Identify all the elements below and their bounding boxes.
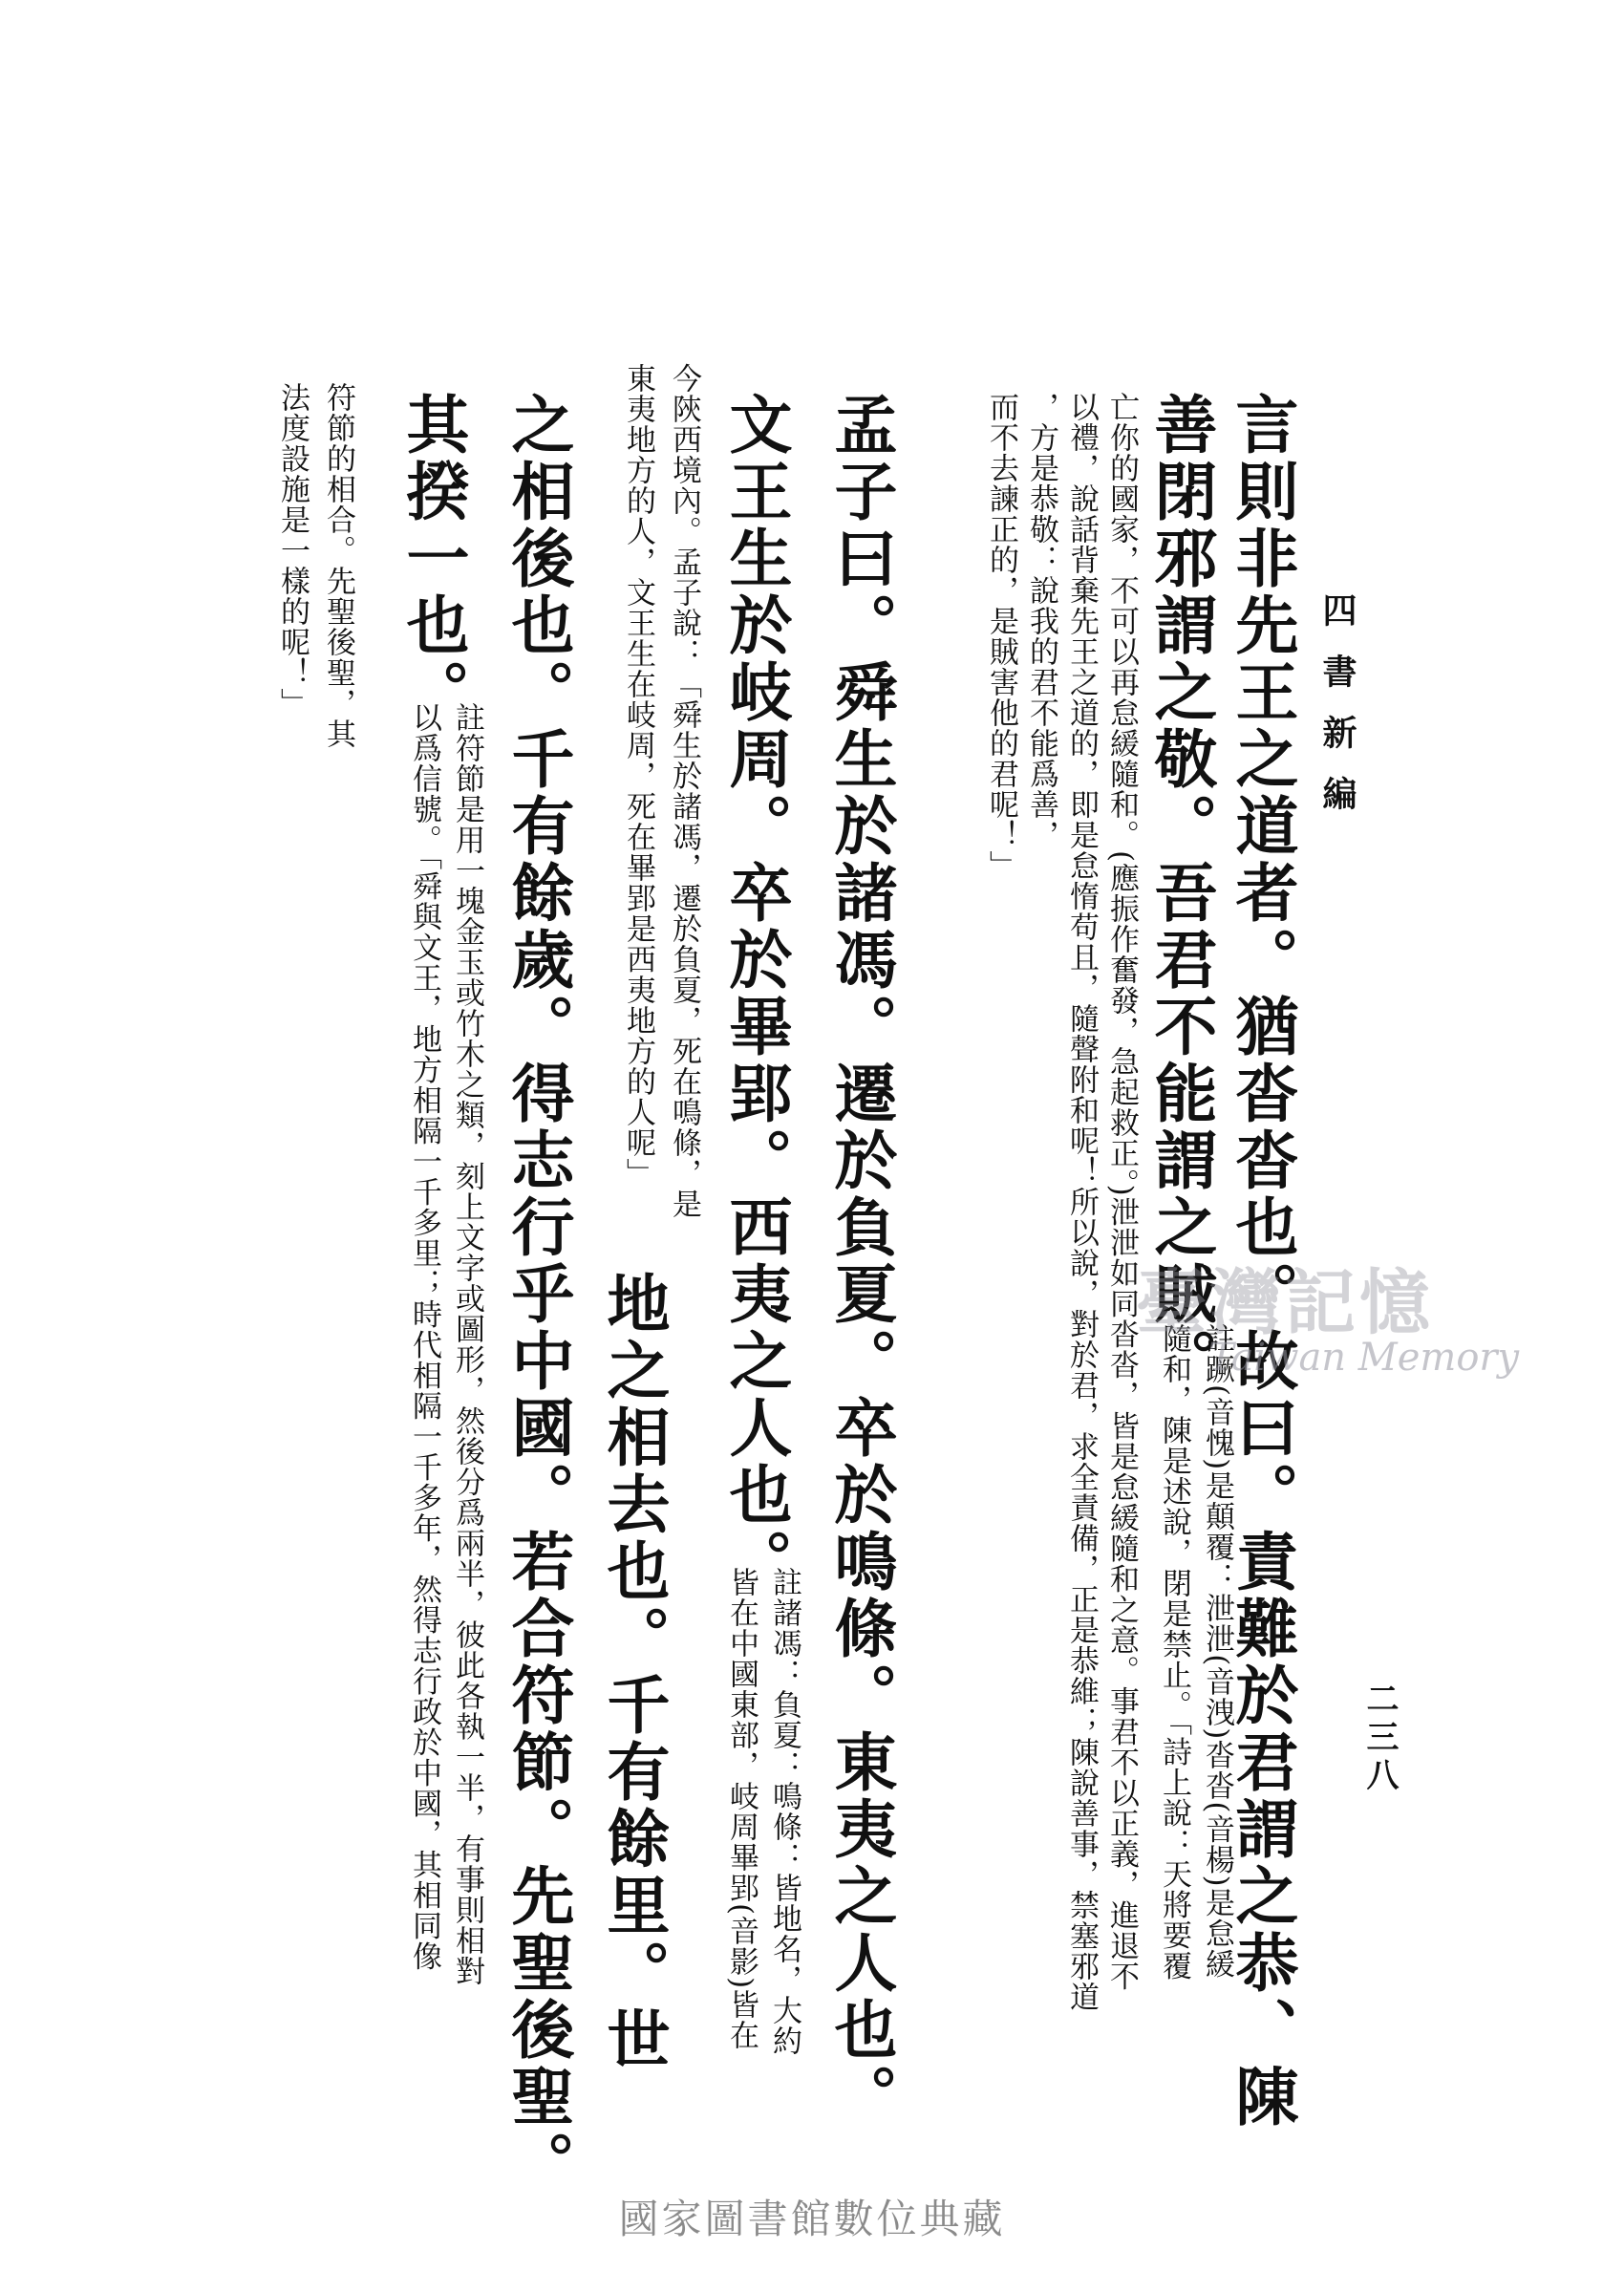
text-column-2: 善閉邪謂之敬。吾君不能謂之賊。 (1143, 392, 1218, 1395)
text-column-1: 言則非先王之道者。猶沓沓也。故曰。責難於君謂之恭、陳 (1225, 392, 1299, 2131)
note-column-21: 法度設施是一樣的呢！」 (275, 382, 310, 718)
text-column-9: 孟子曰。舜生於諸馮。遷於負夏。卒於鳴條。東夷之人也。 (823, 392, 898, 2131)
note-column-13: 今陝西境內。孟子說：「舜生於諸馮，遷於負夏，死在鳴條，是 (667, 363, 701, 1219)
text-column-10: 文王生於岐周。卒於畢郢。西夷之人也。 (718, 392, 793, 1596)
note-column-11: 註諸馮：負夏：鳴條：皆地名，大約 (767, 1567, 801, 2056)
watermark-subtext: Taiwan Memory (1208, 1336, 1520, 1380)
footer-caption: 國家圖書館數位典藏 (618, 2196, 1006, 2242)
note-column-5: 亡你的國家，不可以再怠緩隨和。(應振作奮發，急起救正。)泄泄如同沓沓，皆是怠緩隨和之意。事君不以正義，進退不 (1104, 392, 1139, 1992)
note-column-3: 註蹶(音愧)是顛覆：泄泄(音洩)沓沓(音楊)是怠緩 (1200, 1323, 1234, 1980)
page-number: 二三八 (1360, 1682, 1399, 1796)
note-column-4: 隨和，陳是述說，閉是禁止。「詩上說：天將要覆 (1157, 1323, 1191, 1982)
running-header-title: 四書新編 (1317, 592, 1357, 837)
note-column-18: 註符節是用一塊金玉或竹木之類，刻上文字或圖形，然後分爲兩半，彼此各執一半，有事則相對 (450, 702, 484, 1986)
note-column-19: 以爲信號。「舜與文王，地方相隔一千多里；時代相隔一千多年，然得志行政於中國，其相同像 (407, 702, 441, 1972)
note-column-20: 符節的相合。先聖後聖，其 (321, 382, 355, 749)
note-column-7: ，方是恭敬：說我的君不能爲善， (1024, 392, 1058, 850)
text-column-17: 其揆一也。 (395, 392, 470, 726)
note-column-8: 而不去諫正的，是賊害他的君呢！」 (984, 392, 1018, 881)
text-column-15: 地之相去也。千有餘里。世 (596, 1271, 671, 2073)
note-column-12: 皆在中國東部，岐周畢郢(音影)皆在 (724, 1567, 759, 2051)
text-column-16: 之相後也。千有餘歲。得志行乎中國。若合符節。先聖後聖。 (501, 392, 575, 2197)
watermark-logo: 臺灣記憶 (1136, 1262, 1434, 1344)
note-column-14: 東夷地方的人，文王生在岐周，死在畢郢是西夷地方的人呢」 (621, 363, 655, 1189)
note-column-6: 以禮，說話背棄先王之道的，即是怠惰苟且，隨聲附和呢！所以說，對於君，求全責備，正是恭維；陳說善事，禁塞邪道 (1064, 392, 1099, 2012)
